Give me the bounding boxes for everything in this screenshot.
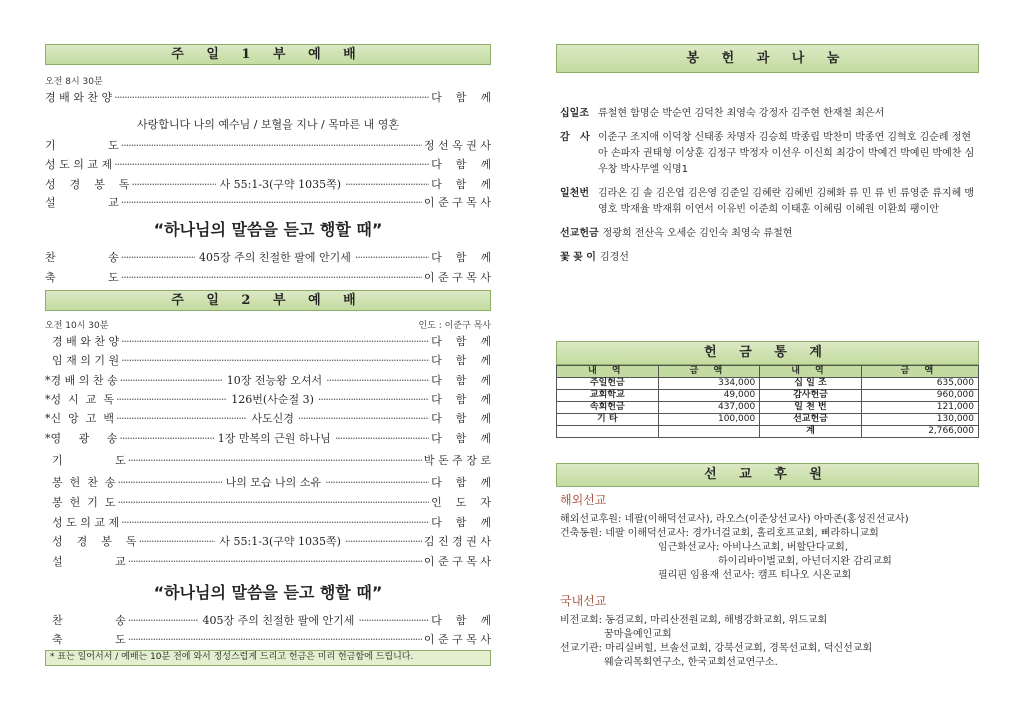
overseas-title: 해외선교 <box>560 493 607 507</box>
totals-row: 교회학교 49,000 감사헌금 960,000 <box>557 390 979 402</box>
service2-header: 주 일 2 부 예 배 <box>45 290 491 311</box>
service2-item: 봉 헌 찬 송 ····· 나의 모습 나의 소유 ····· 다 함 께 <box>45 474 491 490</box>
service1-item: 기 도 ····· 정 선 옥 권 사 <box>45 137 491 153</box>
sermon-title: “하나님의 말씀을 듣고 행할 때” <box>153 220 383 239</box>
service1-item: 성 경 봉 독 ····· 사 55:1-3(구약 1035쪽) ····· 다 함 께 <box>45 176 491 192</box>
totals-row: 주일헌금 334,000 십 일 조 635,000 <box>557 378 979 390</box>
mission-header: 선 교 후 원 <box>556 463 979 487</box>
service2-item: 성 경 봉 독 ····· 사 55:1-3(구약 1035쪽) ····· 김 진 경 권 사 <box>45 533 491 549</box>
service2-guide: 인도 : 이준구 목사 <box>418 321 491 331</box>
offering-group: 선교헌금 정광희 전산옥 오세순 김인숙 최영숙 류철현 <box>560 228 793 239</box>
service1-time: 오전 8시 30분 <box>45 77 103 87</box>
sermon-title-2: “하나님의 말씀을 듣고 행할 때” <box>153 583 383 602</box>
service2-item: 성 도 의 교 제 ····· 다 함 께 <box>45 514 491 530</box>
offering-group: 십일조 류철현 함명순 박순연 김덕찬 최영숙 강정자 김주현 한재철 최은서 <box>560 108 885 119</box>
domestic-title: 국내선교 <box>560 594 607 608</box>
service1-item: 경 배 와 찬 양 ····· 다 함 께 <box>45 89 491 105</box>
service2-item: 봉 헌 기 도 ····· 인 도 자 <box>45 494 491 510</box>
service2-item: 설 교 ····· 이 준 구 목 사 <box>45 553 491 569</box>
offering-group: 감 사 이준구 조지애 이덕창 신태종 차명자 김승희 박종립 박찬미 박종연 김혁호 김순례 정현아 손파자 권태형 이상훈 김정구 박정자 이선우 이신희 최강이 박예건 박예린 박예찬 심우창 박사무엘 익명1 <box>560 132 975 175</box>
offering-header: 봉 헌 과 나 눔 <box>556 44 979 73</box>
service2-item: 임 재 의 기 원 ····· 다 함 께 <box>45 352 491 368</box>
service1-item: 설 교 ····· 이 준 구 목 사 <box>45 194 491 210</box>
service2-item: 기 도 ····· 박 돈 주 장 로 <box>45 452 491 468</box>
totals-row: 기 타 100,000 선교헌금 130,000 <box>557 414 979 426</box>
service2-item: *경 배 의 찬 송 ····· 10장 전능왕 오셔서 ····· 다 함 께 <box>45 372 491 388</box>
domestic-mission: 비전교회: 동검교회, 마리산전원교회, 해병강화교회, 위드교회 꿈마을예인교회 선교기관: 마리실버힐, 브솔선교회, 강북선교회, 경목선교회, 덕신선교회 웨슬리목회연구소, 한국교회선교연구소. <box>560 615 873 668</box>
service1-item: 찬 송 ····· 405장 주의 친절한 팔에 안기세 ····· 다 함 께 <box>45 249 491 265</box>
totals-body <box>557 378 979 438</box>
totals-header: 헌 금 통 계 <box>556 341 979 365</box>
service-note: * 표는 일어서서 / 예배는 10분 전에 와서 정성스럽게 드리고 헌금은 미리 헌금함에 드립니다. <box>45 650 491 666</box>
totals-row: 속회헌금 437,000 일 천 번 121,000 <box>557 402 979 414</box>
service1-header: 주 일 1 부 예 배 <box>45 44 491 65</box>
totals-row: 계 2,766,000 <box>557 426 979 438</box>
totals-header-row: 내 역 금 액 내 역 금 액 <box>557 366 979 378</box>
praise-songs: 사랑합니다 나의 예수님 / 보혈을 지나 / 목마른 내 영혼 <box>136 118 400 131</box>
service2-item: 축 도 ····· 이 준 구 목 사 <box>45 631 491 647</box>
offering-list <box>560 106 980 266</box>
totals-table <box>556 365 979 438</box>
service2-item: *신 앙 고 백 ····· 사도신경 ····· 다 함 께 <box>45 410 491 426</box>
service2-item: *영 광 송 ····· 1장 만복의 근원 하나님 ····· 다 함 께 <box>45 430 491 446</box>
offering-group: 일천번 김라온 김 솔 김은엽 김은영 김준일 김혜란 김혜빈 김혜화 류 민 류 빈 류영준 류지혜 맹영호 박재율 박재휘 이연서 이유빈 이준희 이태훈 이혜림 이혜원 이환희 팽이안 <box>560 188 975 215</box>
overseas-mission: 해외선교후원: 네팔(이해덕선교사), 라오스(이준상선교사) 아마존(홍성진선교사) 건축동원: 네팔 이해덕선교사: 경가너걸교회, 홀리호프교회, 삐라하니교회 임근화선교사: 아비나스교회, 버할단다교회, 하이리바이벌교회, 아넌더지완 감리교회 필리핀 임용재 선교사: 캠프 티나오 시온교회 <box>560 514 909 581</box>
offering-group: 꽃 꽂 이 김경선 <box>560 252 629 263</box>
service2-item: 경 배 와 찬 양 ····· 다 함 께 <box>45 333 491 349</box>
service2-item: *성 시 교 독 ····· 126번(사순절 3) ····· 다 함 께 <box>45 391 491 407</box>
service1-item: 성 도 의 교 제 ····· 다 함 께 <box>45 156 491 172</box>
service2-item: 찬 송 ····· 405장 주의 친절한 팔에 안기세 ····· 다 함 께 <box>45 612 491 628</box>
service1-item: 축 도 ····· 이 준 구 목 사 <box>45 269 491 285</box>
service2-time: 오전 10시 30분 <box>45 321 109 331</box>
